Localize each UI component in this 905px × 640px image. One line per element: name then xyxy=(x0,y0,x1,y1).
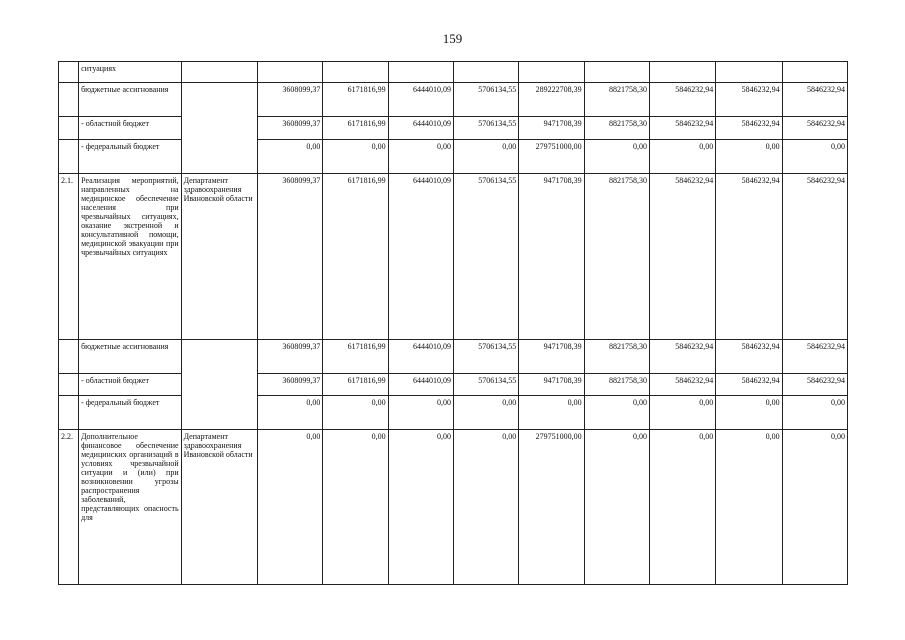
value-cell: 5846232,94 xyxy=(649,174,715,340)
row-index xyxy=(59,140,79,174)
row-executor: Департамент здравоохранения Ивановской области xyxy=(181,174,257,340)
row-name: бюджетные ассигнования xyxy=(79,340,182,374)
value-cell: 8821758,30 xyxy=(584,374,649,396)
value-cell: 0,00 xyxy=(257,140,322,174)
value-cell: 0,00 xyxy=(519,396,584,430)
value-cell: 279751000,00 xyxy=(519,140,584,174)
value-cell xyxy=(453,62,518,83)
value-cell: 6171816,99 xyxy=(323,374,388,396)
value-cell xyxy=(519,62,584,83)
value-cell: 8821758,30 xyxy=(584,174,649,340)
row-index xyxy=(59,62,79,83)
table-row xyxy=(59,83,848,117)
value-cell: 5846232,94 xyxy=(716,117,782,140)
row-index xyxy=(59,340,79,374)
row-name: бюджетные ассигнования xyxy=(79,83,182,117)
value-cell: 0,00 xyxy=(257,396,322,430)
row-index xyxy=(59,374,79,396)
value-cell: 0,00 xyxy=(584,396,649,430)
row-name: - областной бюджет xyxy=(79,117,182,140)
table-row xyxy=(59,62,848,83)
table-row xyxy=(59,430,848,585)
row-name: - федеральный бюджет xyxy=(79,396,182,430)
page-number: 159 xyxy=(442,31,463,46)
value-cell: 5846232,94 xyxy=(782,117,847,140)
value-cell: 0,00 xyxy=(453,140,518,174)
value-cell: 0,00 xyxy=(388,430,453,585)
value-cell: 5846232,94 xyxy=(716,174,782,340)
row-index xyxy=(59,83,79,117)
value-cell: 5706134,55 xyxy=(453,117,518,140)
value-cell: 289222708,39 xyxy=(519,83,584,117)
table-row xyxy=(59,396,848,430)
value-cell: 8821758,30 xyxy=(584,340,649,374)
value-cell: 3608099,37 xyxy=(257,117,322,140)
table-row xyxy=(59,340,848,374)
value-cell xyxy=(782,62,847,83)
value-cell: 5706134,55 xyxy=(453,83,518,117)
row-executor xyxy=(181,340,257,430)
value-cell: 5846232,94 xyxy=(782,374,847,396)
value-cell: 9471708,39 xyxy=(519,374,584,396)
value-cell: 5706134,55 xyxy=(453,340,518,374)
value-cell: 0,00 xyxy=(782,396,847,430)
value-cell: 5846232,94 xyxy=(782,340,847,374)
value-cell: 0,00 xyxy=(782,140,847,174)
value-cell: 5706134,55 xyxy=(453,174,518,340)
value-cell xyxy=(323,62,388,83)
value-cell: 3608099,37 xyxy=(257,340,322,374)
row-index xyxy=(59,396,79,430)
row-executor: Департамент здравоохранения Ивановской области xyxy=(181,430,257,585)
value-cell xyxy=(584,62,649,83)
value-cell: 0,00 xyxy=(323,430,388,585)
value-cell: 8821758,30 xyxy=(584,83,649,117)
table-row xyxy=(59,117,848,140)
value-cell: 0,00 xyxy=(388,140,453,174)
row-name: - областной бюджет xyxy=(79,374,182,396)
value-cell: 6444010,09 xyxy=(388,117,453,140)
value-cell: 9471708,39 xyxy=(519,174,584,340)
row-index: 2.1. xyxy=(59,174,79,340)
value-cell: 5846232,94 xyxy=(649,374,715,396)
value-cell xyxy=(257,62,322,83)
value-cell: 6171816,99 xyxy=(323,83,388,117)
table-row xyxy=(59,374,848,396)
value-cell: 5846232,94 xyxy=(782,83,847,117)
value-cell: 0,00 xyxy=(716,396,782,430)
table-row xyxy=(59,140,848,174)
value-cell: 6171816,99 xyxy=(323,340,388,374)
value-cell: 0,00 xyxy=(649,430,715,585)
value-cell xyxy=(388,62,453,83)
value-cell: 0,00 xyxy=(649,396,715,430)
value-cell: 0,00 xyxy=(584,430,649,585)
value-cell: 0,00 xyxy=(782,430,847,585)
value-cell: 3608099,37 xyxy=(257,83,322,117)
row-index xyxy=(59,117,79,140)
value-cell: 0,00 xyxy=(323,396,388,430)
row-executor xyxy=(181,83,257,174)
value-cell: 8821758,30 xyxy=(584,117,649,140)
value-cell: 0,00 xyxy=(716,140,782,174)
value-cell: 0,00 xyxy=(323,140,388,174)
value-cell: 5846232,94 xyxy=(649,340,715,374)
row-name: Дополнительное финансовое обеспечение медицинских организаций в условиях чрезвычайной ситуации и (или) при возникновении угрозы распространения заболеваний, представляющих опасность для xyxy=(79,430,182,585)
value-cell: 6444010,09 xyxy=(388,83,453,117)
value-cell: 0,00 xyxy=(453,396,518,430)
value-cell: 0,00 xyxy=(257,430,322,585)
value-cell: 6171816,99 xyxy=(323,174,388,340)
value-cell: 5846232,94 xyxy=(716,374,782,396)
value-cell: 5846232,94 xyxy=(649,83,715,117)
value-cell: 6444010,09 xyxy=(388,374,453,396)
value-cell: 9471708,39 xyxy=(519,340,584,374)
value-cell: 5706134,55 xyxy=(453,374,518,396)
value-cell: 279751000,00 xyxy=(519,430,584,585)
value-cell: 0,00 xyxy=(584,140,649,174)
value-cell: 6444010,09 xyxy=(388,174,453,340)
value-cell: 5846232,94 xyxy=(649,117,715,140)
value-cell: 6444010,09 xyxy=(388,340,453,374)
row-index: 2.2. xyxy=(59,430,79,585)
value-cell: 5846232,94 xyxy=(716,340,782,374)
value-cell: 9471708,39 xyxy=(519,117,584,140)
value-cell xyxy=(649,62,715,83)
row-name: Реализация мероприятий, направленных на медицинское обеспечение населения при чрезвычайных ситуациях, оказание экстренной и консультативной помощи, медицинской эвакуации при чрезвычайных ситуациях xyxy=(79,174,182,340)
budget-table xyxy=(58,61,848,585)
value-cell: 0,00 xyxy=(716,430,782,585)
row-name: - федеральный бюджет xyxy=(79,140,182,174)
value-cell: 0,00 xyxy=(453,430,518,585)
value-cell xyxy=(716,62,782,83)
row-executor xyxy=(181,62,257,83)
value-cell: 6171816,99 xyxy=(323,117,388,140)
value-cell: 3608099,37 xyxy=(257,374,322,396)
value-cell: 5846232,94 xyxy=(716,83,782,117)
table-row xyxy=(59,174,848,340)
value-cell: 0,00 xyxy=(388,396,453,430)
value-cell: 5846232,94 xyxy=(782,174,847,340)
value-cell: 3608099,37 xyxy=(257,174,322,340)
row-name: ситуациях xyxy=(79,62,182,83)
value-cell: 0,00 xyxy=(649,140,715,174)
